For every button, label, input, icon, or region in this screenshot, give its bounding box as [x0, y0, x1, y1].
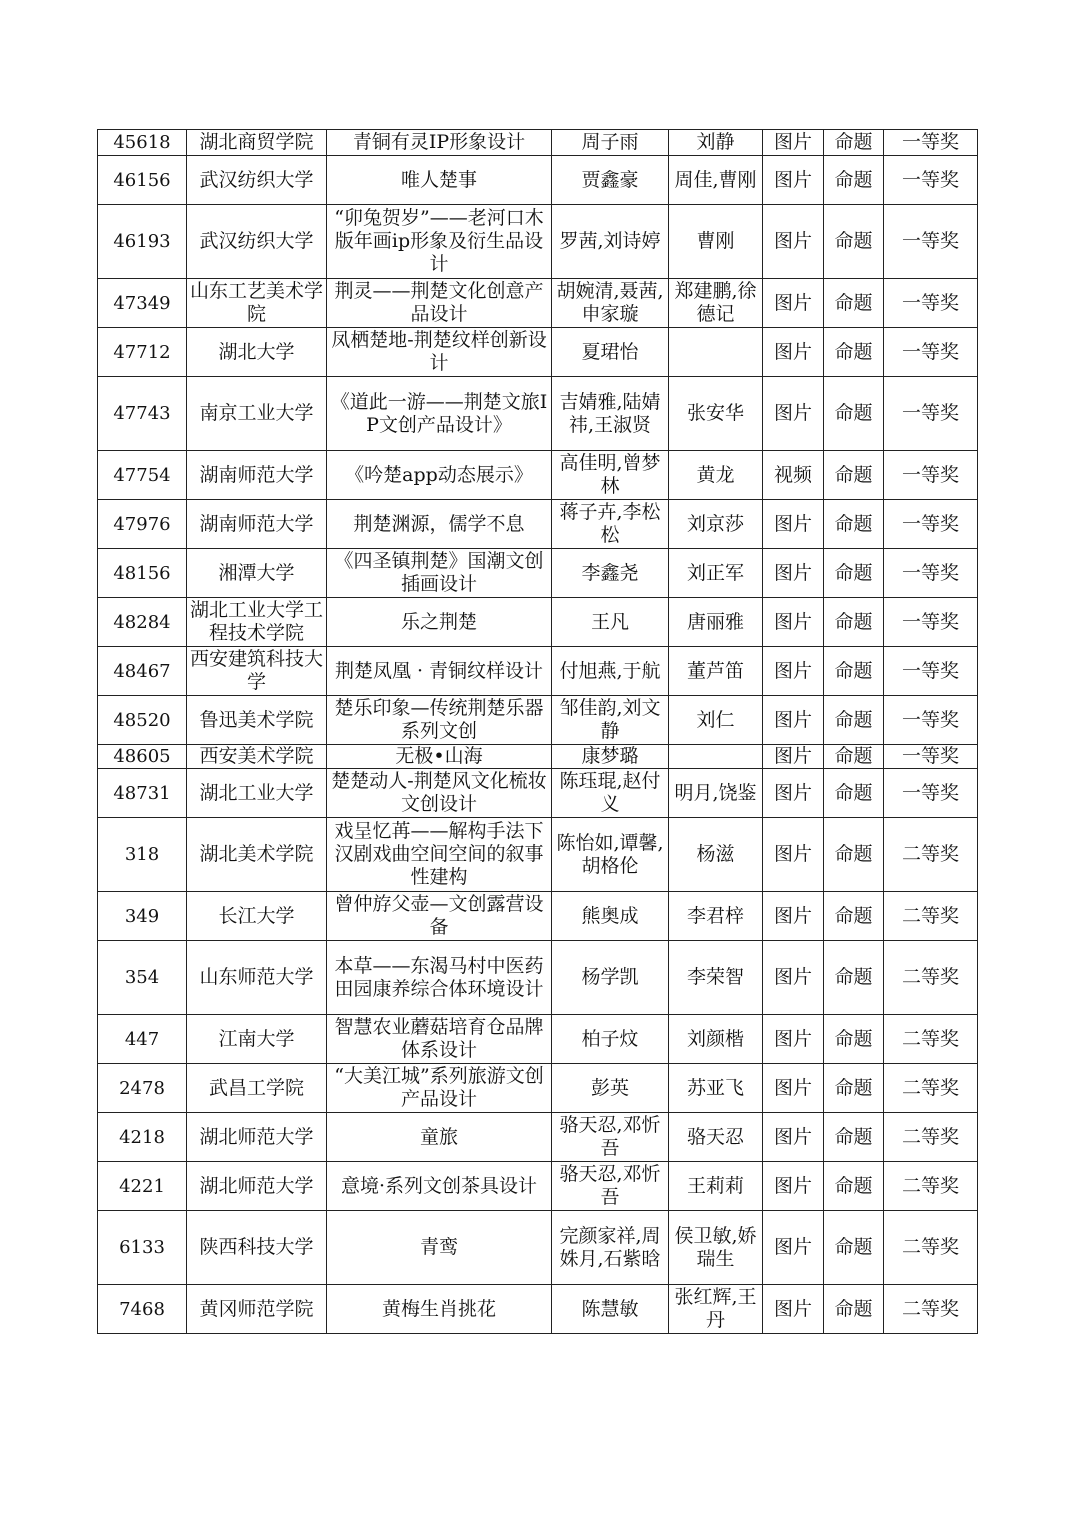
- work-title-cell: “卯兔贺岁”——老河口木版年画ip形象及衍生品设计: [327, 205, 552, 279]
- school-name-cell: 陕西科技大学: [187, 1211, 327, 1285]
- school-name-cell: 江南大学: [187, 1015, 327, 1064]
- table-row: [98, 1211, 978, 1285]
- authors-cell: 夏珺怡: [552, 328, 669, 377]
- media-type-cell: 图片: [763, 769, 824, 818]
- authors-cell: 高佳明,曾梦林: [552, 451, 669, 500]
- school-name-cell: 山东工艺美术学院: [187, 279, 327, 328]
- work-title-cell: 荆楚凤凰 · 青铜纹样设计: [327, 647, 552, 696]
- entry-id-cell: 48520: [98, 696, 187, 745]
- category-cell: 命题: [824, 892, 884, 941]
- table-row: [98, 1162, 978, 1211]
- media-type-cell: 图片: [763, 892, 824, 941]
- school-name-cell: 湘潭大学: [187, 549, 327, 598]
- authors-cell: 杨学凯: [552, 941, 669, 1015]
- table-row: [98, 377, 978, 451]
- authors-cell: 蒋子卉,李松松: [552, 500, 669, 549]
- media-type-cell: 图片: [763, 745, 824, 769]
- entry-id-cell: 48605: [98, 745, 187, 769]
- category-cell: 命题: [824, 156, 884, 205]
- work-title-cell: 青鸾: [327, 1211, 552, 1285]
- entry-id-cell: 4218: [98, 1113, 187, 1162]
- work-title-cell: 《吟楚app动态展示》: [327, 451, 552, 500]
- category-cell: 命题: [824, 647, 884, 696]
- school-name-cell: 湖南师范大学: [187, 500, 327, 549]
- category-cell: 命题: [824, 696, 884, 745]
- work-title-cell: 本草——东渴马村中医药田园康养综合体环境设计: [327, 941, 552, 1015]
- award-level-cell: 一等奖: [884, 328, 978, 377]
- award-level-cell: 一等奖: [884, 500, 978, 549]
- award-level-cell: 一等奖: [884, 647, 978, 696]
- category-cell: 命题: [824, 377, 884, 451]
- entry-id-cell: 7468: [98, 1285, 187, 1334]
- table-row: [98, 1015, 978, 1064]
- work-title-cell: 唯人楚事: [327, 156, 552, 205]
- award-level-cell: 一等奖: [884, 205, 978, 279]
- school-name-cell: 西安美术学院: [187, 745, 327, 769]
- award-level-cell: 二等奖: [884, 1064, 978, 1113]
- entry-id-cell: 447: [98, 1015, 187, 1064]
- table-row: [98, 328, 978, 377]
- award-level-cell: 二等奖: [884, 1113, 978, 1162]
- category-cell: 命题: [824, 205, 884, 279]
- advisor-cell: 刘仁: [669, 696, 763, 745]
- advisor-cell: 曹刚: [669, 205, 763, 279]
- school-name-cell: 湖北大学: [187, 328, 327, 377]
- media-type-cell: 视频: [763, 451, 824, 500]
- entry-id-cell: 2478: [98, 1064, 187, 1113]
- table-row: [98, 647, 978, 696]
- media-type-cell: 图片: [763, 1113, 824, 1162]
- advisor-cell: 侯卫敏,娇瑞生: [669, 1211, 763, 1285]
- work-title-cell: 楚楚动人-荆楚风文化梳妆文创设计: [327, 769, 552, 818]
- media-type-cell: 图片: [763, 598, 824, 647]
- authors-cell: 罗茜,刘诗婷: [552, 205, 669, 279]
- school-name-cell: 武汉纺织大学: [187, 205, 327, 279]
- award-table: [97, 129, 978, 1334]
- school-name-cell: 山东师范大学: [187, 941, 327, 1015]
- authors-cell: 彭英: [552, 1064, 669, 1113]
- award-level-cell: 一等奖: [884, 451, 978, 500]
- table-row: [98, 500, 978, 549]
- authors-cell: 吉婧雅,陆婧祎,王淑贤: [552, 377, 669, 451]
- entry-id-cell: 4221: [98, 1162, 187, 1211]
- table-row: [98, 1113, 978, 1162]
- work-title-cell: 《道此一游——荆楚文旅IP文创产品设计》: [327, 377, 552, 451]
- entry-id-cell: 349: [98, 892, 187, 941]
- advisor-cell: 苏亚飞: [669, 1064, 763, 1113]
- entry-id-cell: 47349: [98, 279, 187, 328]
- work-title-cell: 戏呈忆苒——解构手法下汉剧戏曲空间空间的叙事性建构: [327, 818, 552, 892]
- advisor-cell: 杨滋: [669, 818, 763, 892]
- award-level-cell: 一等奖: [884, 279, 978, 328]
- award-level-cell: 一等奖: [884, 769, 978, 818]
- award-level-cell: 二等奖: [884, 941, 978, 1015]
- category-cell: 命题: [824, 500, 884, 549]
- category-cell: 命题: [824, 549, 884, 598]
- entry-id-cell: 47743: [98, 377, 187, 451]
- media-type-cell: 图片: [763, 500, 824, 549]
- advisor-cell: 董芦笛: [669, 647, 763, 696]
- media-type-cell: 图片: [763, 1015, 824, 1064]
- entry-id-cell: 48156: [98, 549, 187, 598]
- advisor-cell: 张红辉,王丹: [669, 1285, 763, 1334]
- advisor-cell: 黄龙: [669, 451, 763, 500]
- media-type-cell: 图片: [763, 549, 824, 598]
- work-title-cell: 《四圣镇荆楚》国潮文创插画设计: [327, 549, 552, 598]
- category-cell: 命题: [824, 328, 884, 377]
- school-name-cell: 黄冈师范学院: [187, 1285, 327, 1334]
- media-type-cell: 图片: [763, 130, 824, 156]
- work-title-cell: “大美江城”系列旅游文创产品设计: [327, 1064, 552, 1113]
- school-name-cell: 西安建筑科技大学: [187, 647, 327, 696]
- table-row: [98, 1064, 978, 1113]
- advisor-cell: 李荣智: [669, 941, 763, 1015]
- authors-cell: 陈珏琨,赵付义: [552, 769, 669, 818]
- table-row: [98, 549, 978, 598]
- work-title-cell: 意境·系列文创茶具设计: [327, 1162, 552, 1211]
- advisor-cell: 刘京莎: [669, 500, 763, 549]
- entry-id-cell: 6133: [98, 1211, 187, 1285]
- work-title-cell: 黄梅生肖挑花: [327, 1285, 552, 1334]
- award-level-cell: 一等奖: [884, 549, 978, 598]
- school-name-cell: 湖北师范大学: [187, 1162, 327, 1211]
- advisor-cell: 骆天忍: [669, 1113, 763, 1162]
- award-level-cell: 一等奖: [884, 696, 978, 745]
- authors-cell: 陈慧敏: [552, 1285, 669, 1334]
- category-cell: 命题: [824, 451, 884, 500]
- advisor-cell: [669, 328, 763, 377]
- award-level-cell: 二等奖: [884, 818, 978, 892]
- advisor-cell: 刘正军: [669, 549, 763, 598]
- award-level-cell: 二等奖: [884, 1162, 978, 1211]
- school-name-cell: 湖南师范大学: [187, 451, 327, 500]
- work-title-cell: 青铜有灵IP形象设计: [327, 130, 552, 156]
- advisor-cell: 刘静: [669, 130, 763, 156]
- award-level-cell: 一等奖: [884, 377, 978, 451]
- category-cell: 命题: [824, 1113, 884, 1162]
- award-level-cell: 二等奖: [884, 1211, 978, 1285]
- school-name-cell: 湖北工业大学: [187, 769, 327, 818]
- category-cell: 命题: [824, 1211, 884, 1285]
- authors-cell: 李鑫尧: [552, 549, 669, 598]
- authors-cell: 完颜家祥,周姝月,石紫晗: [552, 1211, 669, 1285]
- school-name-cell: 武汉纺织大学: [187, 156, 327, 205]
- advisor-cell: 刘颜楷: [669, 1015, 763, 1064]
- media-type-cell: 图片: [763, 941, 824, 1015]
- media-type-cell: 图片: [763, 279, 824, 328]
- authors-cell: 康梦璐: [552, 745, 669, 769]
- media-type-cell: 图片: [763, 1285, 824, 1334]
- authors-cell: 贾鑫豪: [552, 156, 669, 205]
- authors-cell: 骆天忍,邓忻吾: [552, 1162, 669, 1211]
- media-type-cell: 图片: [763, 1064, 824, 1113]
- school-name-cell: 鲁迅美术学院: [187, 696, 327, 745]
- work-title-cell: 荆楚渊源，儒学不息: [327, 500, 552, 549]
- category-cell: 命题: [824, 769, 884, 818]
- authors-cell: 熊奥成: [552, 892, 669, 941]
- media-type-cell: 图片: [763, 328, 824, 377]
- advisor-cell: 周佳,曹刚: [669, 156, 763, 205]
- work-title-cell: 无极•山海: [327, 745, 552, 769]
- table-row: [98, 892, 978, 941]
- work-title-cell: 凤栖楚地-荆楚纹样创新设计: [327, 328, 552, 377]
- entry-id-cell: 46193: [98, 205, 187, 279]
- authors-cell: 骆天忍,邓忻吾: [552, 1113, 669, 1162]
- category-cell: 命题: [824, 1015, 884, 1064]
- table-row: [98, 745, 978, 769]
- table-row: [98, 769, 978, 818]
- table-row: [98, 1285, 978, 1334]
- school-name-cell: 湖北商贸学院: [187, 130, 327, 156]
- table-body: [98, 130, 978, 1334]
- category-cell: 命题: [824, 1064, 884, 1113]
- entry-id-cell: 47712: [98, 328, 187, 377]
- school-name-cell: 南京工业大学: [187, 377, 327, 451]
- table-row: [98, 696, 978, 745]
- table-row: [98, 818, 978, 892]
- award-level-cell: 一等奖: [884, 598, 978, 647]
- entry-id-cell: 318: [98, 818, 187, 892]
- entry-id-cell: 48731: [98, 769, 187, 818]
- authors-cell: 胡婉清,聂茜,申家璇: [552, 279, 669, 328]
- award-level-cell: 一等奖: [884, 745, 978, 769]
- table-row: [98, 451, 978, 500]
- school-name-cell: 长江大学: [187, 892, 327, 941]
- school-name-cell: 湖北师范大学: [187, 1113, 327, 1162]
- media-type-cell: 图片: [763, 377, 824, 451]
- award-level-cell: 二等奖: [884, 1285, 978, 1334]
- media-type-cell: 图片: [763, 696, 824, 745]
- category-cell: 命题: [824, 941, 884, 1015]
- authors-cell: 周子雨: [552, 130, 669, 156]
- award-level-cell: 二等奖: [884, 1015, 978, 1064]
- authors-cell: 邹佳韵,刘文静: [552, 696, 669, 745]
- media-type-cell: 图片: [763, 647, 824, 696]
- category-cell: 命题: [824, 279, 884, 328]
- work-title-cell: 智慧农业蘑菇培育仓品牌体系设计: [327, 1015, 552, 1064]
- entry-id-cell: 47976: [98, 500, 187, 549]
- work-title-cell: 荆灵——荆楚文化创意产品设计: [327, 279, 552, 328]
- category-cell: 命题: [824, 818, 884, 892]
- table-row: [98, 130, 978, 156]
- table-row: [98, 598, 978, 647]
- award-level-cell: 二等奖: [884, 892, 978, 941]
- advisor-cell: 唐丽雅: [669, 598, 763, 647]
- advisor-cell: 明月,饶鉴: [669, 769, 763, 818]
- media-type-cell: 图片: [763, 205, 824, 279]
- category-cell: 命题: [824, 598, 884, 647]
- authors-cell: 王凡: [552, 598, 669, 647]
- advisor-cell: 李君梓: [669, 892, 763, 941]
- authors-cell: 柏子炆: [552, 1015, 669, 1064]
- advisor-cell: 张安华: [669, 377, 763, 451]
- award-level-cell: 一等奖: [884, 156, 978, 205]
- work-title-cell: 曾仲斿父壶—文创露营设备: [327, 892, 552, 941]
- authors-cell: 陈怡如,谭馨,胡格伦: [552, 818, 669, 892]
- award-level-cell: 一等奖: [884, 130, 978, 156]
- entry-id-cell: 46156: [98, 156, 187, 205]
- work-title-cell: 楚乐印象—传统荆楚乐器系列文创: [327, 696, 552, 745]
- school-name-cell: 湖北工业大学工程技术学院: [187, 598, 327, 647]
- school-name-cell: 武昌工学院: [187, 1064, 327, 1113]
- category-cell: 命题: [824, 745, 884, 769]
- media-type-cell: 图片: [763, 156, 824, 205]
- entry-id-cell: 354: [98, 941, 187, 1015]
- work-title-cell: 乐之荆楚: [327, 598, 552, 647]
- advisor-cell: 王莉莉: [669, 1162, 763, 1211]
- authors-cell: 付旭燕,于航: [552, 647, 669, 696]
- advisor-cell: 郑建鹏,徐德记: [669, 279, 763, 328]
- category-cell: 命题: [824, 1285, 884, 1334]
- table-row: [98, 941, 978, 1015]
- entry-id-cell: 45618: [98, 130, 187, 156]
- entry-id-cell: 48284: [98, 598, 187, 647]
- table-row: [98, 156, 978, 205]
- media-type-cell: 图片: [763, 1162, 824, 1211]
- media-type-cell: 图片: [763, 1211, 824, 1285]
- entry-id-cell: 47754: [98, 451, 187, 500]
- school-name-cell: 湖北美术学院: [187, 818, 327, 892]
- media-type-cell: 图片: [763, 818, 824, 892]
- advisor-cell: [669, 745, 763, 769]
- category-cell: 命题: [824, 130, 884, 156]
- work-title-cell: 童旅: [327, 1113, 552, 1162]
- entry-id-cell: 48467: [98, 647, 187, 696]
- table-row: [98, 279, 978, 328]
- table-row: [98, 205, 978, 279]
- category-cell: 命题: [824, 1162, 884, 1211]
